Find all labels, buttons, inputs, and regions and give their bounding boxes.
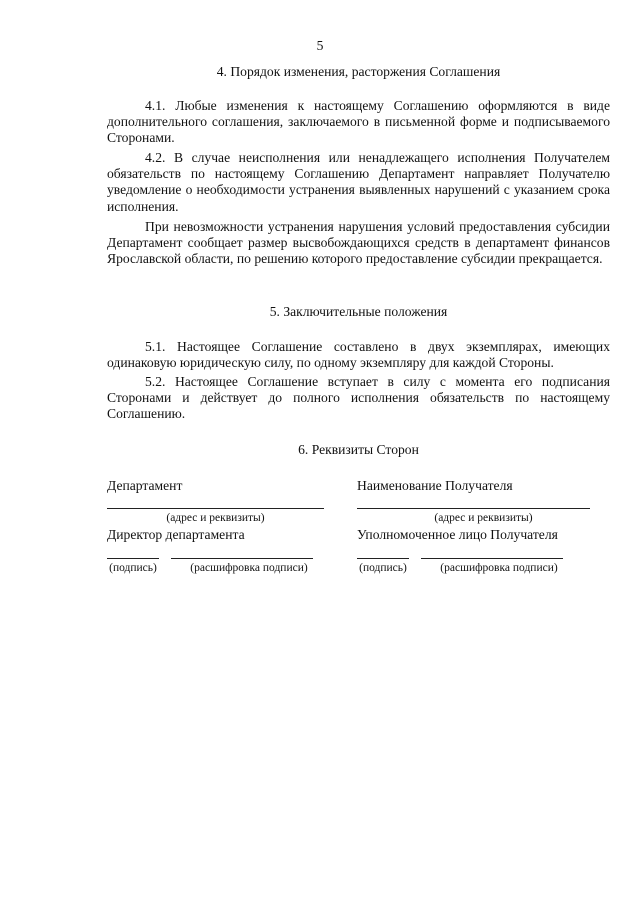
section-4-title: 4. Порядок изменения, расторжения Соглашения	[216, 64, 501, 79]
decoding-caption: (расшифровка подписи)	[440, 562, 558, 574]
signer-title: Директор департамента	[107, 527, 245, 542]
decoding-line	[421, 558, 563, 559]
address-line	[357, 508, 590, 509]
party-department-label: Департамент	[107, 478, 183, 493]
address-caption: (адрес и реквизиты)	[166, 512, 265, 524]
section-5-paragraph-1: 5.1. Настоящее Соглашение составлено в двух экземплярах, имеющих одинаковую юридическую силу, по одному экземпляру для каждой Стороны.	[107, 339, 610, 371]
address-line	[107, 508, 324, 509]
section-5-paragraph-2: 5.2. Настоящее Соглашение вступает в силу с момента его подписания Сторонами и действует до полного исполнения обязательств по настоящему Соглашению.	[107, 374, 610, 422]
signature-line	[107, 558, 159, 559]
decoding-line	[171, 558, 313, 559]
decoding-caption: (расшифровка подписи)	[190, 562, 308, 574]
section-6-title: 6. Реквизиты Сторон	[298, 442, 419, 457]
signer-title: Уполномоченное лицо Получателя	[357, 527, 558, 542]
section-5-title: 5. Заключительные положения	[269, 304, 448, 319]
signature-caption: (подпись)	[109, 562, 157, 574]
party-recipient-label: Наименование Получателя	[357, 478, 513, 493]
address-caption: (адрес и реквизиты)	[434, 512, 533, 524]
section-4-paragraph-2: 4.2. В случае неисполнения или ненадлежащего исполнения Получателем обязательств по настоящему Соглашению Департамент направляет Получателю уведомление о необходимости устранения выявленных нарушений с указанием срока исполнения.	[107, 150, 610, 214]
section-4-paragraph-3: При невозможности устранения нарушения условий предоставления субсидии Департамент сообщает размер высвобождающихся средств в департамент финансов Ярославской области, по решению которого предоставление субсидии прекращается.	[107, 219, 610, 267]
signature-caption: (подпись)	[359, 562, 407, 574]
section-4-paragraph-1: 4.1. Любые изменения к настоящему Соглашению оформляются в виде дополнительного соглашения, заключаемого в письменной форме и подписываемого Сторонами.	[107, 98, 610, 146]
signature-line	[357, 558, 409, 559]
page-number: 5	[316, 38, 324, 53]
